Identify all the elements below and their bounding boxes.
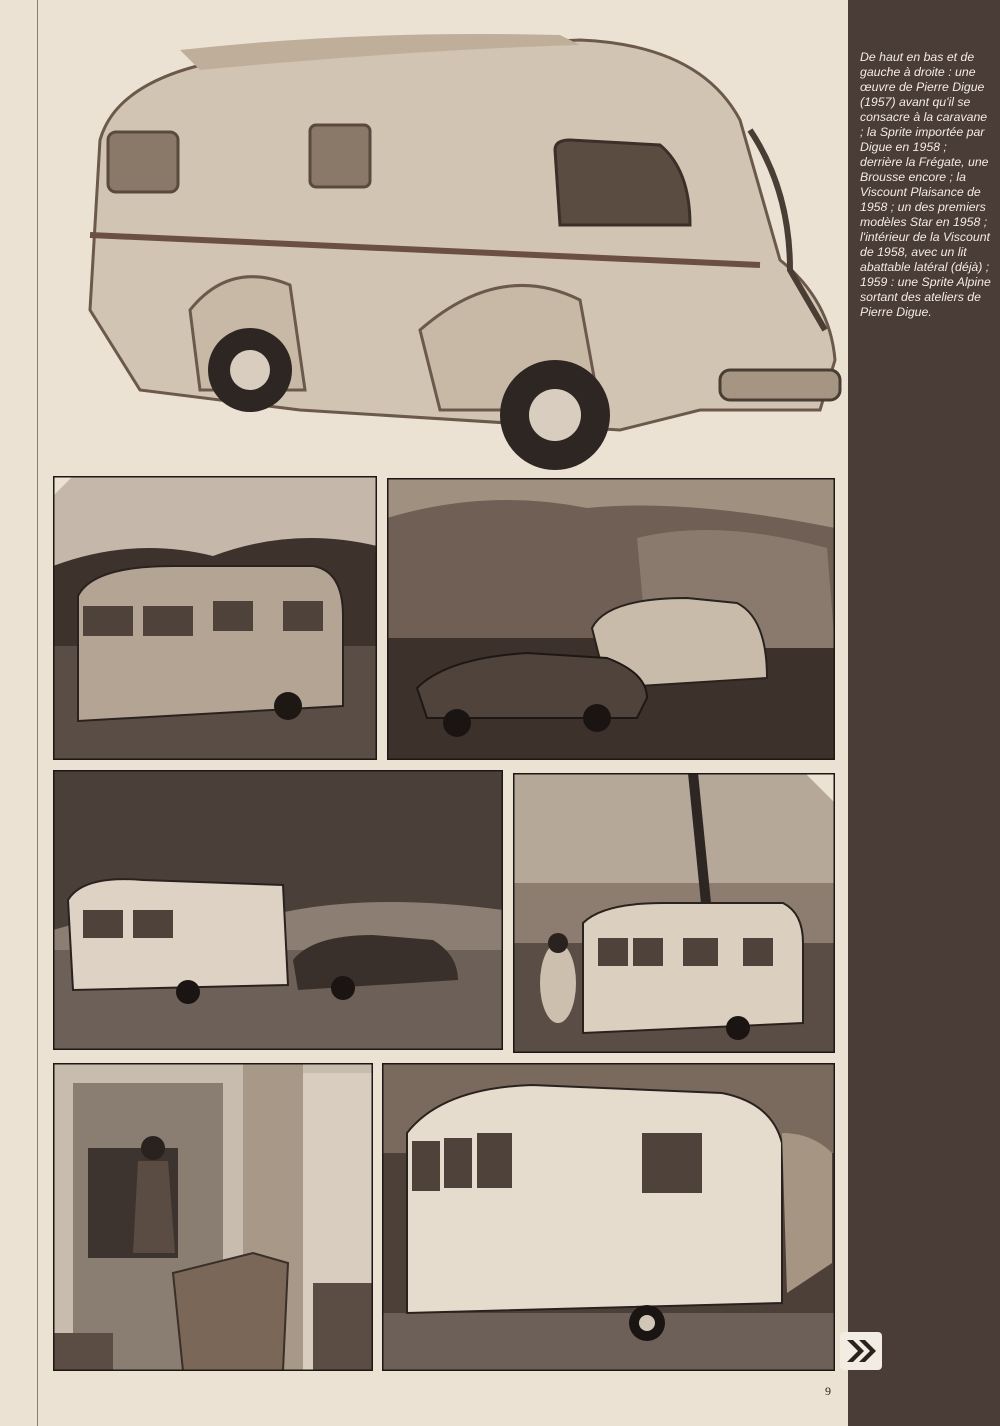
photo-van-1957 <box>60 10 850 470</box>
photo-star-1958 <box>513 773 835 1053</box>
photo-viscount-plaisance-1958 <box>53 770 503 1050</box>
photo-viscount-interior-1958 <box>53 1063 373 1371</box>
margin-rule <box>37 0 38 1426</box>
photo-sprite-1958 <box>53 476 377 760</box>
double-chevron-right-icon <box>844 1337 878 1365</box>
page-number: 9 <box>825 1384 831 1398</box>
photo-sprite-alpine-1959 <box>382 1063 835 1371</box>
photo-fregate-brousse <box>387 478 835 760</box>
photo-caption: De haut en bas et de gauche à droite : une œuvre de Pierre Digue (1957) avant qu'il se consacre à la caravane ; la Sprite importée par Digue en 1958 ; derrière la Frégate, une Brousse encore ; la Viscount Plaisance de 1958 ; un des premiers modèles Star en 1958 ; l'intérieur de la Viscount de 1958, avec un lit abattable latéral (déjà) ; 1959 : une Sprite Alpine sortant des ateliers de Pierre Digue. <box>860 50 991 319</box>
next-page-badge <box>840 1332 882 1370</box>
